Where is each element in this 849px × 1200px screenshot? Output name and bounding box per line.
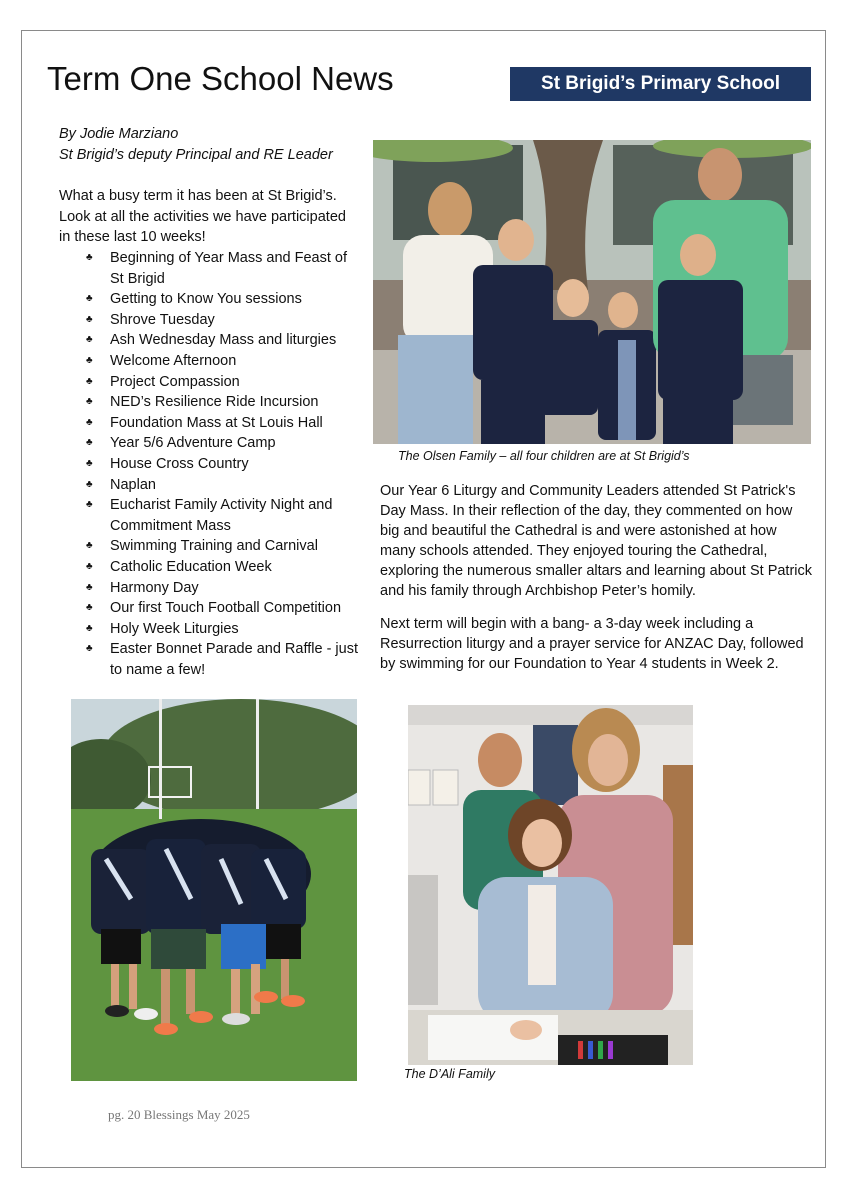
activities-list xyxy=(86,248,361,680)
list-item: ♣ Welcome Afternoon xyxy=(86,351,361,372)
list-item: ♣ Foundation Mass at St Louis Hall xyxy=(86,413,361,434)
list-item: ♣ Easter Bonnet Parade and Raffle - just to name a few! xyxy=(86,639,361,680)
next-term-paragraph: Next term will begin with a bang- a 3-day week including a Resurrection liturgy and a prayer service for ANZAC Day, followed by swimming for our Foundation to Year 4 students in Week 2. xyxy=(380,616,804,672)
football-huddle-illustration xyxy=(71,699,357,1081)
list-item: ♣ House Cross Country xyxy=(86,454,361,475)
list-item: ♣ Project Compassion xyxy=(86,372,361,393)
list-item: ♣ Our first Touch Football Competition xyxy=(86,598,361,619)
olsen-caption: The Olsen Family – all four children are at St Brigid’s xyxy=(398,449,690,463)
list-item: ♣ Harmony Day xyxy=(86,578,361,599)
list-item: ♣ Year 5/6 Adventure Camp xyxy=(86,433,361,454)
list-item: ♣ Ash Wednesday Mass and liturgies xyxy=(86,330,361,351)
list-item: ♣ Swimming Training and Carnival xyxy=(86,536,361,557)
dali-caption: The D’Ali Family xyxy=(404,1067,495,1081)
page-footer: pg. 20 Blessings May 2025 xyxy=(108,1107,250,1122)
list-item: ♣ Getting to Know You sessions xyxy=(86,289,361,310)
author-name: By Jodie Marziano xyxy=(59,126,179,142)
school-banner: St Brigid’s Primary School xyxy=(510,67,811,101)
olsen-family-photo xyxy=(373,140,811,444)
author-role: St Brigid’s deputy Principal and RE Leader xyxy=(59,147,333,163)
list-item: ♣ Shrove Tuesday xyxy=(86,310,361,331)
football-huddle-photo xyxy=(71,699,357,1081)
list-item: ♣ Eucharist Family Activity Night and Commitment Mass xyxy=(86,495,361,536)
list-item: ♣ Holy Week Liturgies xyxy=(86,619,361,640)
list-item: ♣ NED’s Resilience Ride Incursion xyxy=(86,392,361,413)
liturgy-paragraph: Our Year 6 Liturgy and Community Leaders attended St Patrick's Day Mass. In their reflection of the day, they commented on how big and beautiful the Cathedral is and were astonished at how many schools attended. They enjoyed touring the Cathedral, exploring the numerous smaller altars and learning about St Patrick and his family through Archbishop Peter’s homily. xyxy=(380,483,813,599)
dali-family-illustration xyxy=(408,705,693,1065)
author-byline xyxy=(59,124,333,166)
intro-paragraph: What a busy term it has been at St Brigid’s. Look at all the activities we have participated in these last 10 weeks! xyxy=(59,188,346,245)
page-title: Term One School News xyxy=(47,60,394,97)
olsen-family-illustration xyxy=(373,140,811,444)
list-item: ♣ Naplan xyxy=(86,475,361,496)
dali-family-photo xyxy=(408,705,693,1065)
list-item: ♣ Catholic Education Week xyxy=(86,557,361,578)
list-item: ♣ Beginning of Year Mass and Feast of St Brigid xyxy=(86,248,361,289)
